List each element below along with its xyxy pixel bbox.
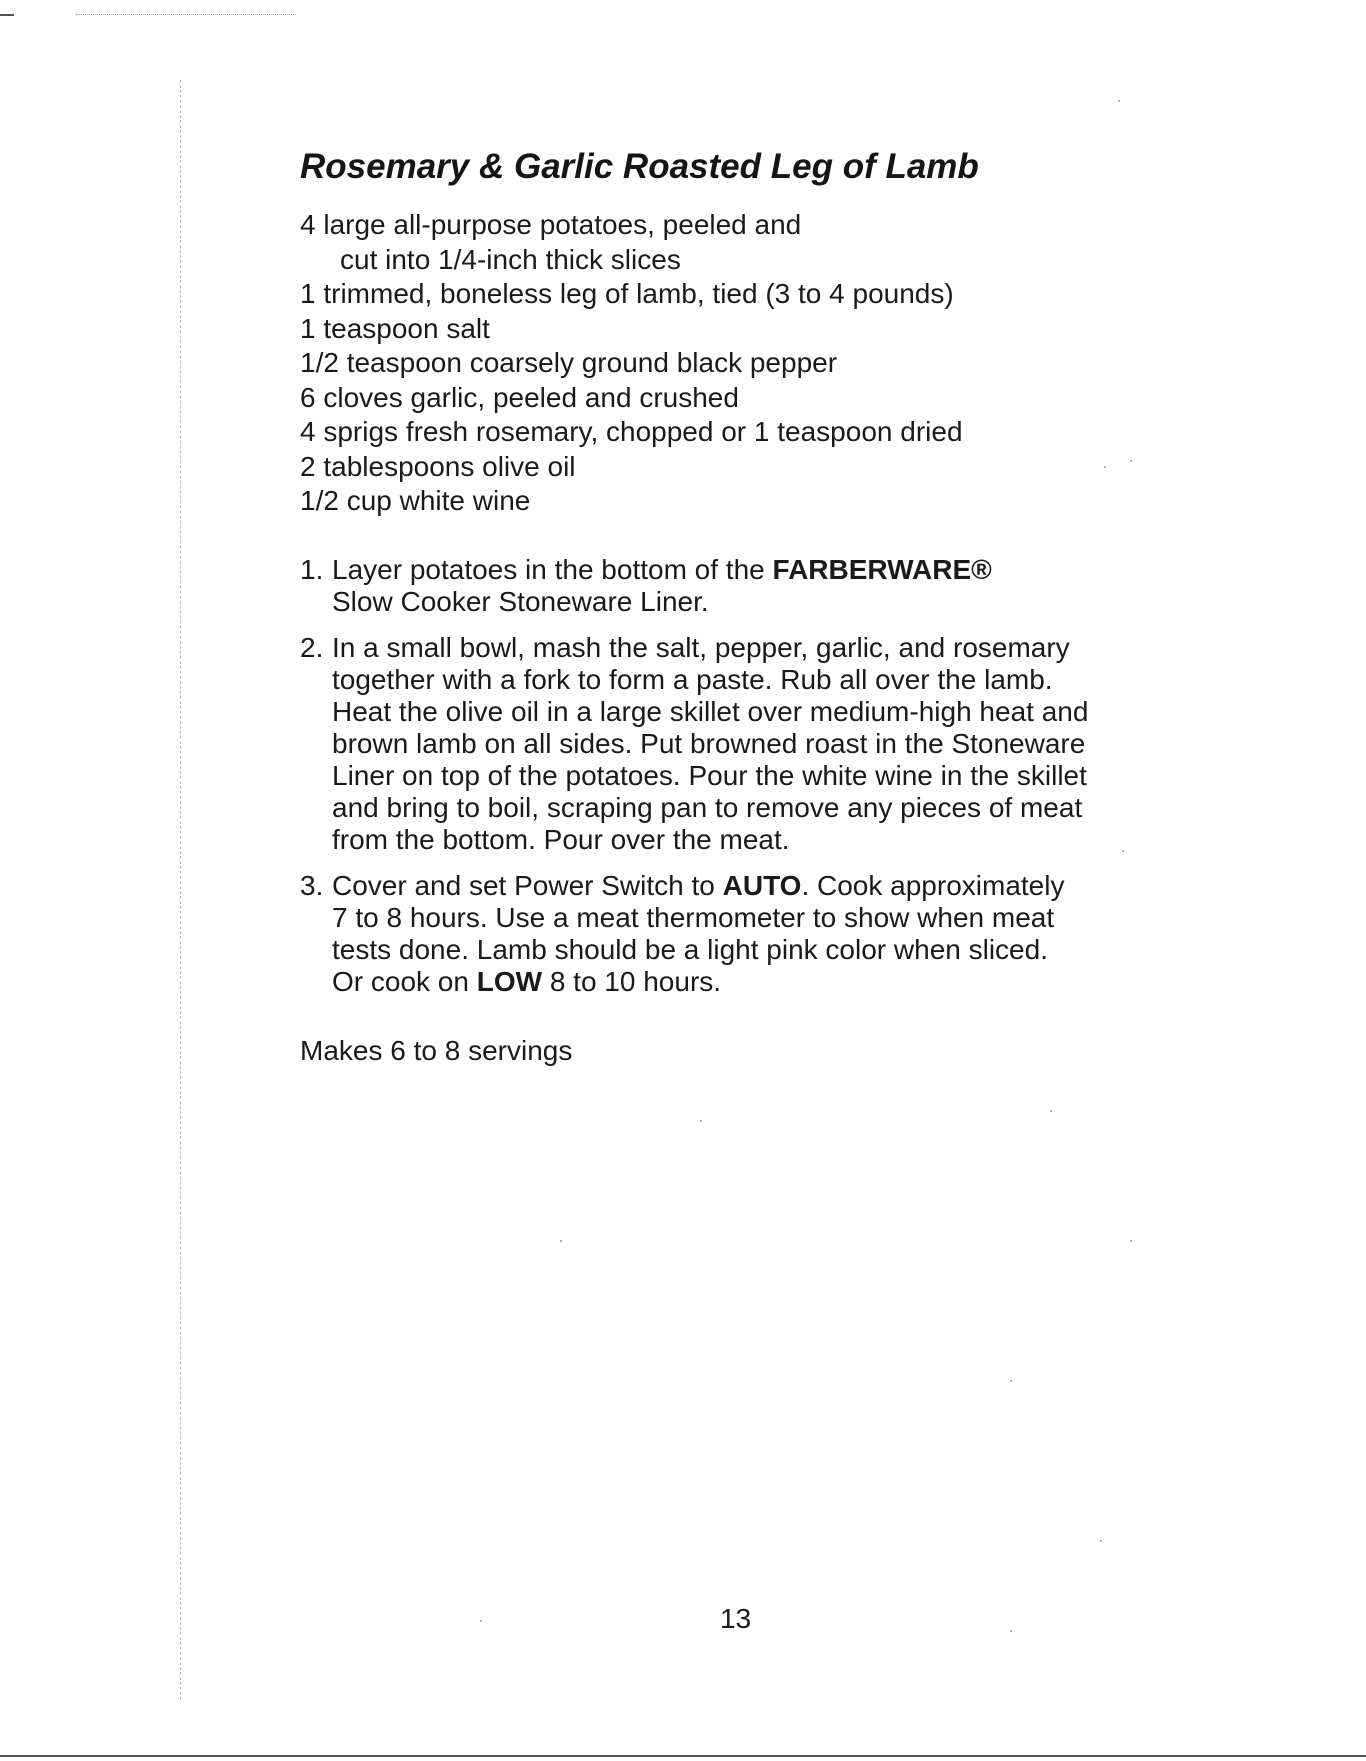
scan-artifact-mark [0, 14, 14, 16]
ingredient-item: 4 large all-purpose potatoes, peeled and [300, 209, 802, 240]
ingredient-item: 1/2 cup white wine [300, 485, 531, 516]
scan-speck [480, 1620, 482, 1622]
instruction-steps [300, 554, 1150, 1012]
scan-speck [560, 1240, 562, 1242]
instruction-step-3 [300, 870, 1150, 998]
setting-auto: AUTO [722, 870, 802, 901]
step-line: In a small bowl, mash the salt, pepper, garlic, and rosemary [332, 632, 1070, 663]
scan-artifact-dots [76, 14, 296, 15]
scan-speck [1010, 1630, 1012, 1632]
step-line: brown lamb on all sides. Put browned roast in the Stoneware [332, 728, 1086, 759]
scan-speck [700, 1120, 702, 1122]
instruction-step-1 [300, 554, 1150, 618]
step-number: 1. [300, 554, 324, 585]
scan-speck [1130, 460, 1132, 462]
ingredient-item: 2 tablespoons olive oil [300, 450, 576, 482]
step-line: and bring to boil, scraping pan to remove any pieces of meat [332, 792, 1083, 823]
ingredient-list [300, 208, 1200, 519]
step-text: 8 to 10 hours. [542, 966, 722, 997]
step-line: Heat the olive oil in a large skillet over medium-high heat and [332, 696, 1089, 727]
scan-speck [1050, 1110, 1052, 1112]
step-line: 7 to 8 hours. Use a meat thermometer to show when meat [332, 902, 1055, 933]
step-text: Or cook on [332, 966, 477, 997]
ingredient-item: 6 cloves garlic, peeled and crushed [300, 381, 739, 413]
ingredient-item: 1 teaspoon salt [300, 312, 490, 344]
ingredient-item-continuation: cut into 1/4-inch thick slices [340, 243, 681, 275]
scan-speck [1010, 1380, 1012, 1382]
step-line: from the bottom. Pour over the meat. [332, 824, 790, 855]
step-number: 2. [300, 632, 324, 663]
step-line: Liner on top of the potatoes. Pour the white wine in the skillet [332, 760, 1087, 791]
step-line [332, 554, 1150, 586]
ingredient-item: 4 sprigs fresh rosemary, chopped or 1 teaspoon dried [300, 416, 963, 447]
scan-speck [1130, 1240, 1132, 1242]
scan-speck [1104, 466, 1106, 468]
step-line [332, 870, 1150, 902]
scan-speck [1122, 850, 1124, 852]
brand-name: FARBERWARE® [772, 554, 992, 585]
recipe-title: Rosemary & Garlic Roasted Leg of Lamb [300, 147, 979, 186]
step-line: together with a fork to form a paste. Rub all over the lamb. [332, 664, 1053, 695]
setting-low: LOW [476, 966, 543, 997]
ingredient-item: 1/2 teaspoon coarsely ground black pepper [300, 347, 838, 378]
step-text: Layer potatoes in the bottom of the [332, 554, 773, 585]
step-line: Slow Cooker Stoneware Liner. [332, 586, 709, 617]
scan-artifact-bottom-line [0, 1755, 1366, 1757]
step-text: . Cook approximately [801, 870, 1065, 901]
scan-speck [1100, 1540, 1102, 1542]
scan-artifact-left-line [180, 80, 181, 1700]
scan-speck [1118, 100, 1120, 102]
step-line [332, 966, 1150, 998]
recipe-yield: Makes 6 to 8 servings [300, 1035, 573, 1066]
page-number: 13 [720, 1603, 752, 1634]
step-line: tests done. Lamb should be a light pink color when sliced. [332, 934, 1048, 965]
step-number: 3. [300, 870, 324, 901]
ingredient-item: 1 trimmed, boneless leg of lamb, tied (3 to 4 pounds) [300, 278, 954, 309]
step-text: Cover and set Power Switch to [332, 870, 723, 901]
instruction-step-2 [300, 632, 1150, 856]
